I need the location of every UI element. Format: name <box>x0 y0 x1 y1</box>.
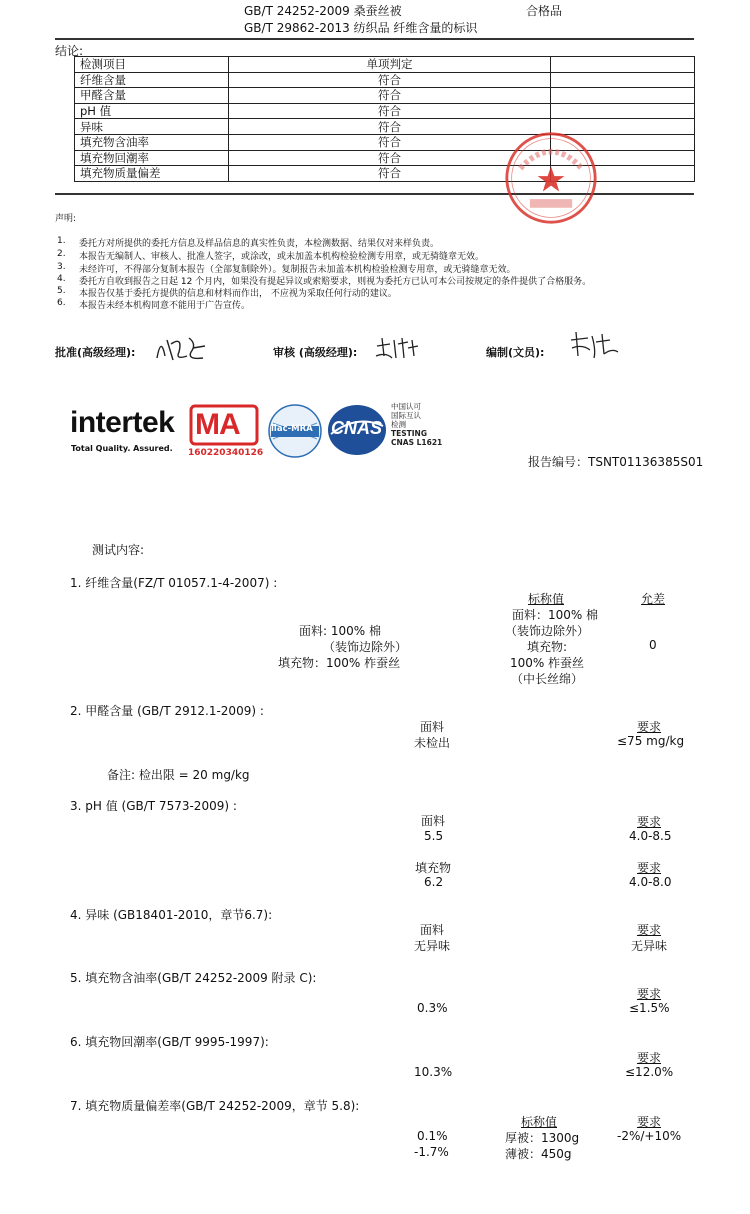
declaration-item-number: 6. <box>57 298 66 308</box>
test5-req-header: 要求 <box>637 987 662 1001</box>
table-cell-result: 符合 <box>229 150 551 166</box>
report-number: 报告编号：TSNT01136385S01 <box>528 455 704 469</box>
table-row <box>75 88 695 104</box>
test4-heading: 4. 异味 (GB18401-2010，章节6.7): <box>70 908 273 922</box>
header-standard-line1: GB/T 24252-2009 桑蚕丝被 <box>244 4 402 18</box>
declaration-item-text: 本报告无编制人、审核人、批准人签字，或涂改，或未加盖本机构检验检测专用章，或无骑缝章无效。 <box>79 252 485 262</box>
intertek-logo: intertek <box>70 406 175 439</box>
table-row <box>75 103 695 119</box>
table-cell-result: 符合 <box>229 134 551 150</box>
test7-value: -1.7% <box>414 1145 449 1159</box>
declaration-item-text: 委托方自收到报告之日起 12 个月内，如果没有提起异议或索赔要求，则视为委托方已认可本公司按规定的条件提供了合格服务。 <box>79 277 592 287</box>
test7-nominal: 薄被：450g <box>505 1147 572 1161</box>
header-standard-result: 合格品 <box>526 4 563 18</box>
table-cell-item: 甲醛含量 <box>75 88 229 104</box>
test7-nominal: 厚被：1300g <box>505 1131 580 1145</box>
table-cell-empty <box>551 72 695 88</box>
conclusion-label: 结论: <box>55 44 84 58</box>
test2-req-header: 要求 <box>637 720 662 734</box>
intertek-tagline: Total Quality. Assured. <box>71 444 173 453</box>
test6-heading: 6. 填充物回潮率(GB/T 9995-1997): <box>70 1035 269 1049</box>
compile-label: 编制(文员): <box>486 346 545 359</box>
test3-a-value: 5.5 <box>424 829 444 843</box>
test2-req: ≤75 mg/kg <box>617 734 685 748</box>
test1-nominal-header: 标称值 <box>528 592 565 606</box>
test2-value: 未检出 <box>414 736 451 750</box>
test5-req: ≤1.5% <box>629 1001 670 1015</box>
cnas-code: CNAS L1621 <box>391 438 443 447</box>
test1-nominal-line: 100% 柞蚕丝 <box>509 656 585 670</box>
cnas-cn-line: 国际互认 <box>391 411 421 420</box>
table-cell-empty <box>551 88 695 104</box>
declaration-item-text: 本报告仅基于委托方提供的信息和材料而作出， 不应视为采取任何行动的建议。 <box>79 289 397 299</box>
declaration-item-number: 2. <box>57 249 66 259</box>
test3-a-req-header: 要求 <box>637 815 662 829</box>
test1-tolerance-header: 允差 <box>641 592 666 606</box>
test5-heading: 5. 填充物含油率(GB/T 24252-2009 附录 C): <box>70 971 317 985</box>
table-cell-item: 异味 <box>75 119 229 135</box>
test3-b-value: 6.2 <box>424 875 444 889</box>
test4-col-header: 面料 <box>420 923 445 937</box>
approve-label: 批准(高级经理): <box>55 346 136 359</box>
test7-req-header: 要求 <box>637 1115 662 1129</box>
test4-value: 无异味 <box>414 939 451 953</box>
test3-a-header: 面料 <box>421 814 446 828</box>
cnas-cn-labels <box>391 402 442 447</box>
declaration-item-number: 5. <box>57 286 66 296</box>
declaration-item-number: 3. <box>57 262 66 272</box>
table-cell-item: 填充物回潮率 <box>75 150 229 166</box>
test7-value: 0.1% <box>417 1129 448 1143</box>
test1-measured-line: （装饰边除外） <box>323 640 408 654</box>
test1-measured-line: 面料: 100% 棉 <box>299 624 381 638</box>
test-content-title: 测试内容: <box>92 543 145 557</box>
approver-signature <box>153 330 209 364</box>
declaration-item-number: 1. <box>57 236 66 246</box>
table-cell-item: 纤维含量 <box>75 72 229 88</box>
test7-nominal-header: 标称值 <box>521 1115 558 1129</box>
declaration-item-number: 4. <box>57 274 66 284</box>
divider-top <box>55 38 694 40</box>
test1-nominal-line: 面料：100% 棉 <box>511 608 599 622</box>
test6-value: 10.3% <box>414 1065 453 1079</box>
test1-nominal-line: 填充物: <box>526 640 568 654</box>
test4-req-header: 要求 <box>637 923 662 937</box>
test1-tolerance-value: 0 <box>649 638 657 652</box>
header-standard-line2: GB/T 29862-2013 纺织品 纤维含量的标识 <box>244 21 478 35</box>
table-row <box>75 150 695 166</box>
review-label: 审核 (高级经理): <box>273 346 358 359</box>
table-row <box>75 119 695 135</box>
table-row <box>75 166 695 182</box>
test1-heading: 1. 纤维含量(FZ/T 01057.1-4-2007) : <box>70 576 278 590</box>
table-cell-item: pH 值 <box>75 103 229 119</box>
cnas-text: CNAS <box>331 418 383 438</box>
test2-heading: 2. 甲醛含量 (GB/T 2912.1-2009) : <box>70 704 264 718</box>
ma-logo-text: MA <box>195 408 240 441</box>
table-cell-result: 符合 <box>229 166 551 182</box>
declaration-title: 声明: <box>55 214 77 224</box>
table-header-item: 检测项目 <box>75 57 229 73</box>
table-header-result: 单项判定 <box>229 57 551 73</box>
test1-nominal-line: （装饰边除外） <box>504 624 589 638</box>
cnas-en-label: TESTING <box>391 429 427 438</box>
cnas-cn-line: 检测 <box>391 420 406 429</box>
table-cell-empty <box>551 57 695 73</box>
test5-value: 0.3% <box>417 1001 448 1015</box>
reviewer-signature <box>374 334 422 362</box>
table-cell-result: 符合 <box>229 103 551 119</box>
test1-nominal-line: （中长丝绵） <box>510 672 583 686</box>
ma-number: 160220340126 <box>188 448 264 458</box>
table-row <box>75 72 695 88</box>
conclusion-table <box>74 56 695 182</box>
test6-req: ≤12.0% <box>625 1065 674 1079</box>
ilac-mra-text: ilac-MRA <box>271 424 313 434</box>
test4-req: 无异味 <box>631 939 668 953</box>
test7-req: -2%/+10% <box>617 1129 682 1143</box>
test3-b-req-header: 要求 <box>637 861 662 875</box>
table-cell-result: 符合 <box>229 72 551 88</box>
table-cell-item: 填充物含油率 <box>75 134 229 150</box>
table-cell-result: 符合 <box>229 119 551 135</box>
table-cell-item: 填充物质量偏差 <box>75 166 229 182</box>
compiler-signature <box>568 330 622 360</box>
test7-heading: 7. 填充物质量偏差率(GB/T 24252-2009，章节 5.8): <box>70 1099 360 1113</box>
test2-col-header: 面料 <box>420 720 445 734</box>
table-row <box>75 57 695 73</box>
declaration-item-text: 本报告未经本机构同意不能用于广告宣传。 <box>79 301 251 311</box>
test2-note: 备注: 检出限 = 20 mg/kg <box>107 768 250 782</box>
test3-b-req: 4.0-8.0 <box>629 875 672 889</box>
cnas-cn-line: 中国认可 <box>391 402 421 411</box>
table-row <box>75 134 695 150</box>
official-seal-stamp <box>503 130 599 226</box>
test6-req-header: 要求 <box>637 1051 662 1065</box>
ma-logo <box>188 404 264 458</box>
test1-measured-line: 填充物：100% 柞蚕丝 <box>278 656 401 670</box>
declaration-item-text: 委托方对所提供的委托方信息及样品信息的真实性负责，本检测数据、结果仅对来样负责。 <box>79 239 440 249</box>
test3-heading: 3. pH 值 (GB/T 7573-2009) : <box>70 799 237 813</box>
table-cell-empty <box>551 103 695 119</box>
test3-b-header: 填充物 <box>415 861 452 875</box>
table-cell-result: 符合 <box>229 88 551 104</box>
test3-a-req: 4.0-8.5 <box>629 829 672 843</box>
declaration-item-text: 未经许可，不得部分复制本报告（全部复制除外）。复制报告未加盖本机构检验检测专用章，或无骑缝章无效。 <box>79 265 516 275</box>
